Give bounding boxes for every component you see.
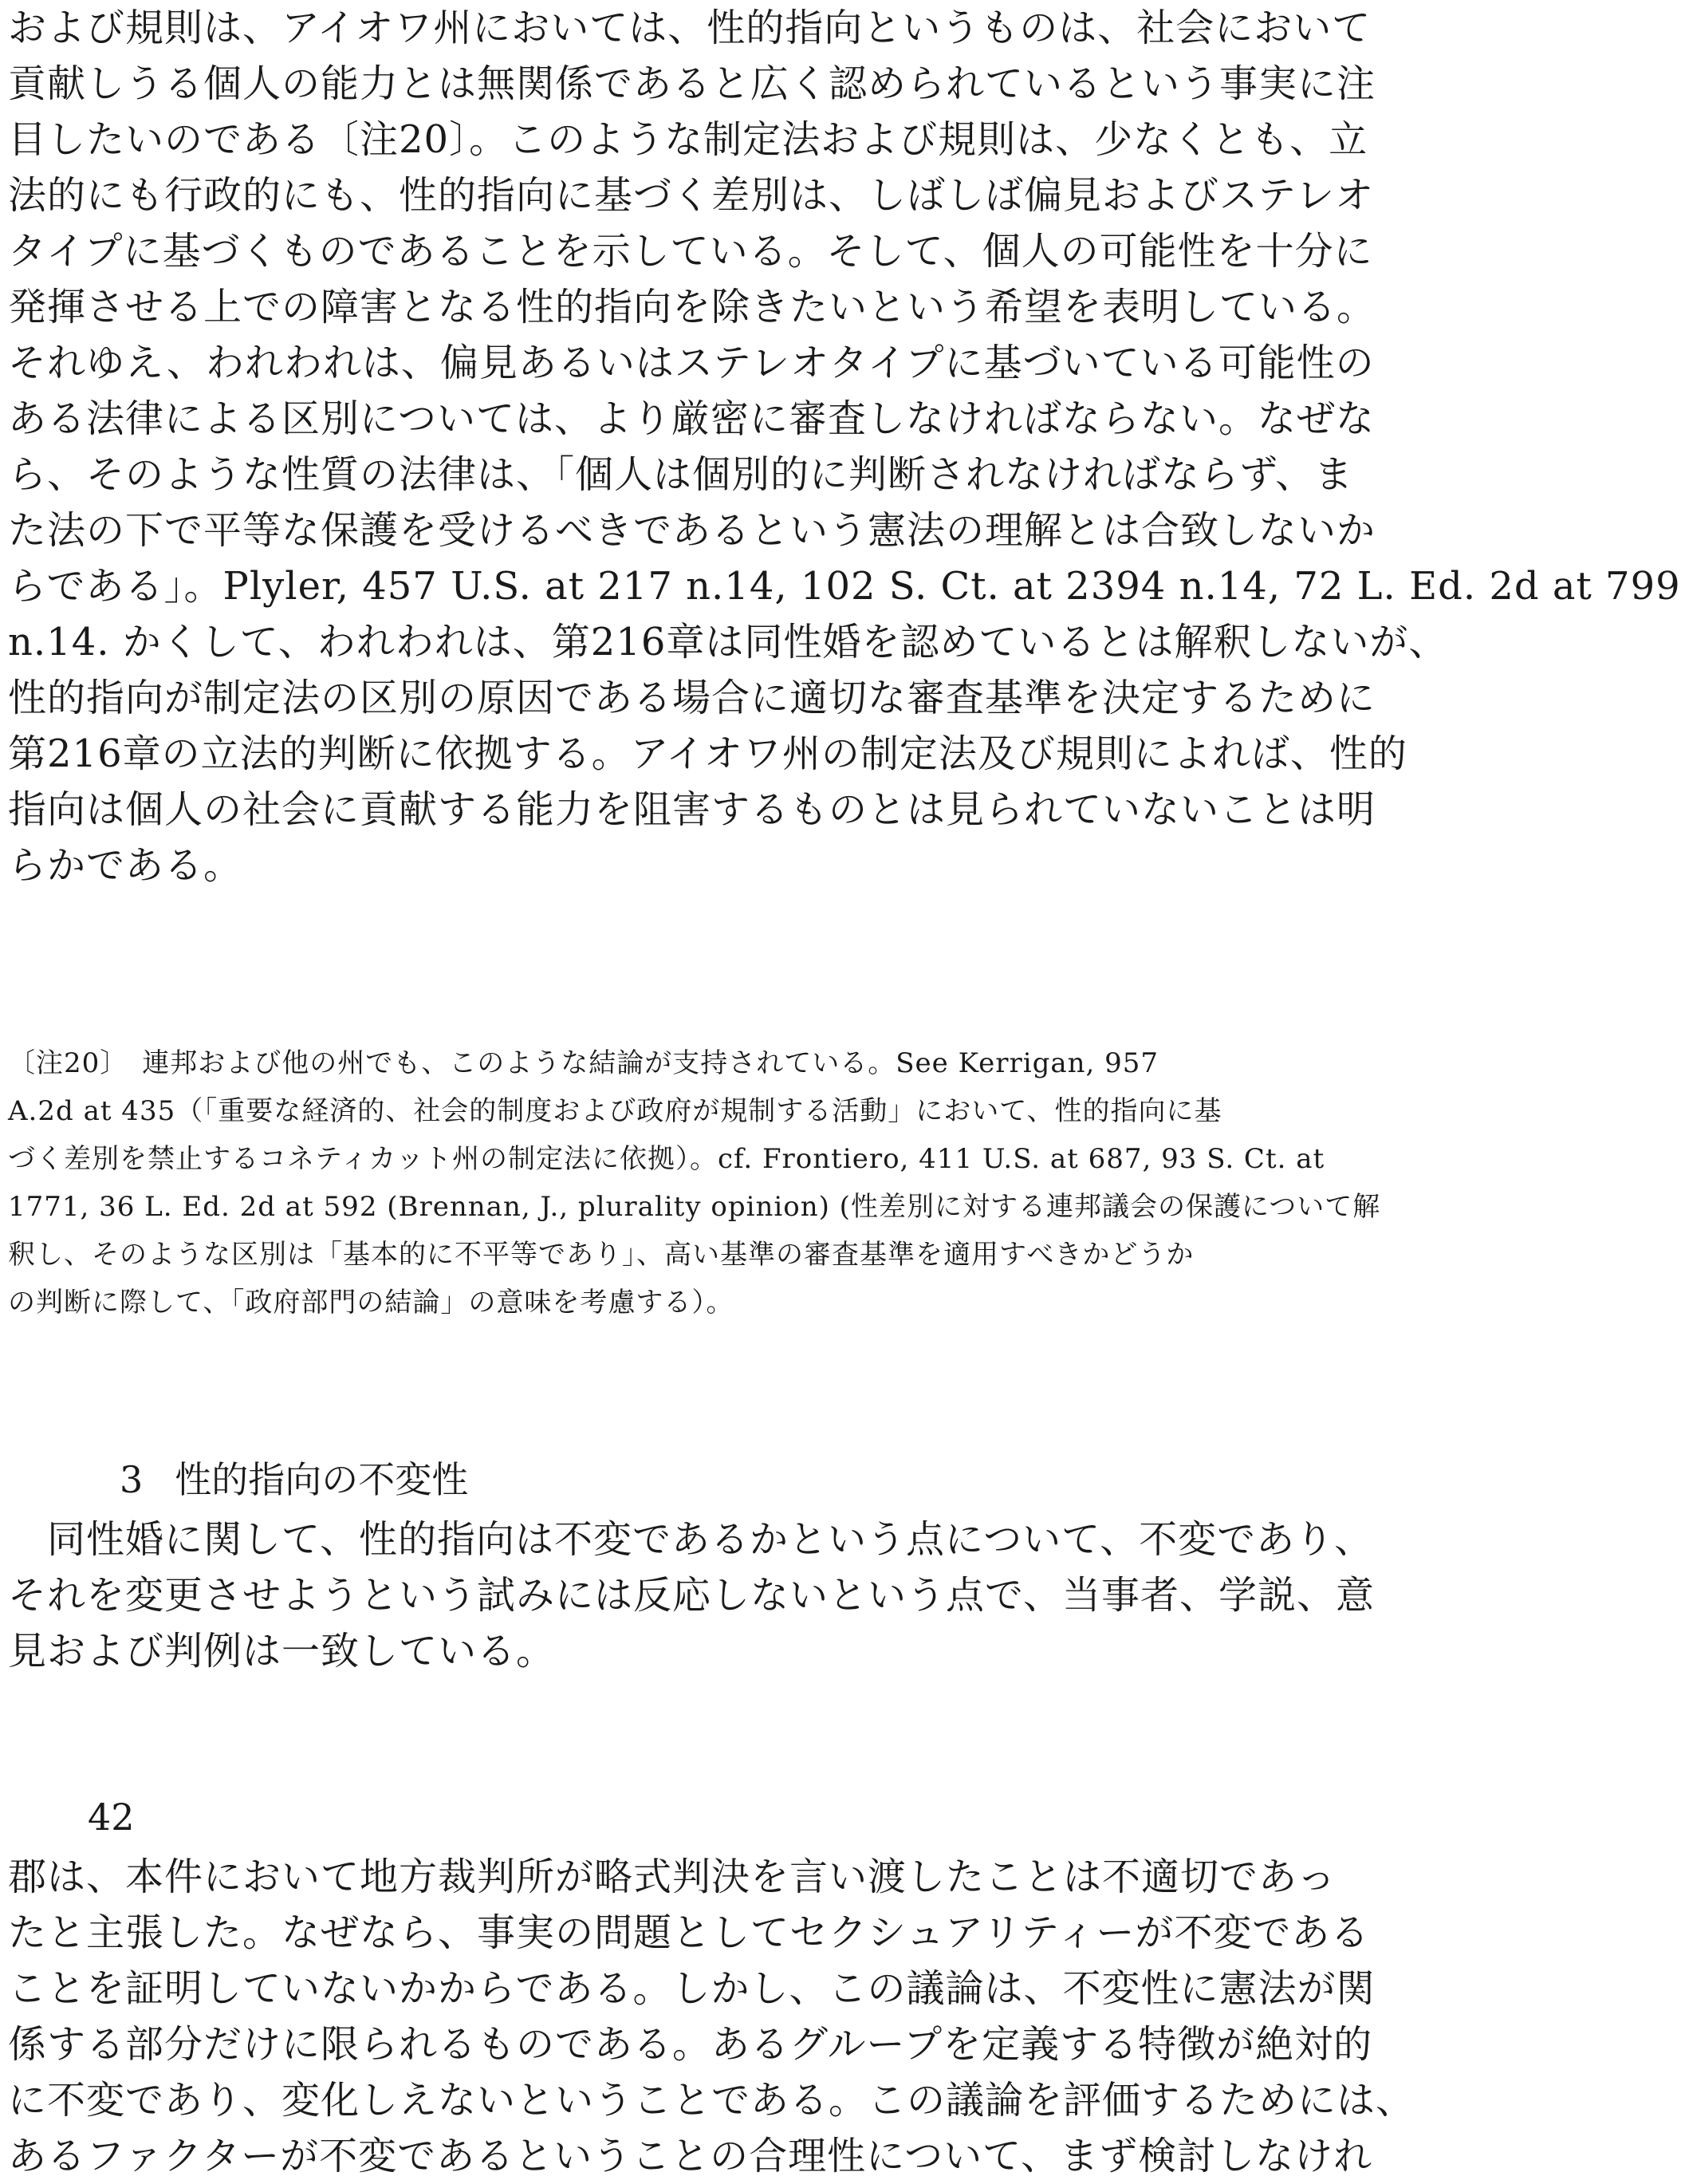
text-line: らである」。Plyler, 457 U.S. at 217 n.14, 102 S. Ct. at 2394 n.14, 72 L. Ed. 2d at 799 [8,564,1681,609]
text-line: た法の下で平等な保護を受けるべきであるという憲法の理解とは合致しないか [8,508,1376,553]
text-line: 貢献しうる個人の能力とは無関係であると広く認められているという事実に注 [8,61,1376,106]
footnote-20 [8,1039,1427,1327]
section-number: 3 [120,1458,144,1501]
text-line: 法的にも行政的にも、性的指向に基づく差別は、しばしば偏見およびステレオ [8,173,1375,218]
text-line: 見および判例は一致している。 [8,1629,556,1673]
text-line: 郡は、本件において地方裁判所が略式判決を言い渡したことは不適切であっ [8,1855,1337,1899]
footnote-line: 1771, 36 L. Ed. 2d at 592 (Brennan, J., plurality opinion) (性差別に対する連邦議会の保護について解 [8,1191,1381,1223]
paragraph-main [8,0,1681,893]
text-line: ある法律による区別については、より厳密に審査しなければならない。なぜな [8,396,1376,441]
section-heading [120,1452,468,1508]
section-title: 性的指向の不変性 [175,1458,469,1501]
text-line: 目したいのである〔注20〕。このような制定法および規則は、少なくとも、立 [8,117,1368,162]
text-line: および規則は、アイオワ州においては、性的指向というものは、社会において [8,6,1372,50]
text-line: 第216章の立法的判断に依拠する。アイオワ州の制定法及び規則によれば、性的 [8,731,1407,776]
text-line: それを変更させようという試みには反応しないという点で、当事者、学説、意 [8,1573,1376,1618]
text-line: 指向は個人の社会に貢献する能力を阻害するものとは見られていないことは明 [8,787,1376,832]
footnote-line: 釈し、そのような区別は「基本的に不平等であり」、高い基準の審査基準を適用すべきかどうか [8,1239,1195,1271]
footnote-line: 〔注20〕 連邦および他の州でも、このような結論が支持されている。See Kerrigan, 957 [8,1047,1159,1079]
footnote-line: A.2d at 435（「重要な経済的、社会的制度および政府が規制する活動」において、性的指向に基 [8,1095,1222,1127]
footnote-line: づく差別を禁止するコネティカット州の制定法に依拠）。cf. Frontiero, 411 U.S. at 687, 93 S. Ct. at [8,1143,1325,1175]
text-line: 係する部分だけに限られるものである。あるグループを定義する特徴が絶対的 [8,2022,1373,2067]
paragraph-number: 42 [88,1796,135,1839]
text-line: ことを証明していないかからである。しかし、この議論は、不変性に憲法が関 [8,1966,1376,2011]
text-line: 性的指向が制定法の区別の原因である場合に適切な審査基準を決定するために [8,676,1376,720]
text-line: たと主張した。なぜなら、事実の問題としてセクシュアリティーが不変である [8,1910,1370,1955]
text-line: それゆえ、われわれは、偏見あるいはステレオタイプに基づいている可能性の [8,341,1375,385]
text-line: n.14. かくして、われわれは、第216章は同性婚を認めているとは解釈しないが、 [8,620,1448,664]
text-line: らかである。 [8,843,243,888]
footnote-line: の判断に際して、「政府部門の結論」の意味を考慮する）。 [8,1287,734,1319]
text-line: 同性婚に関して、性的指向は不変であるかという点について、不変であり、 [8,1517,1374,1562]
text-line: あるファクターが不変であるということの合理性について、まず検討しなけれ [8,2134,1373,2178]
paragraph-42 [8,1849,1427,2184]
text-line: に不変であり、変化しえないということである。この議論を評価するためには、 [8,2078,1415,2123]
text-line: タイプに基づくものであることを示している。そして、個人の可能性を十分に [8,229,1373,274]
paragraph-immutability [8,1512,1427,1679]
text-line: ら、そのような性質の法律は、「個人は個別的に判断されなければならず、ま [8,452,1354,497]
text-line: 発揮させる上での障害となる性的指向を除きたいという希望を表明している。 [8,285,1376,329]
